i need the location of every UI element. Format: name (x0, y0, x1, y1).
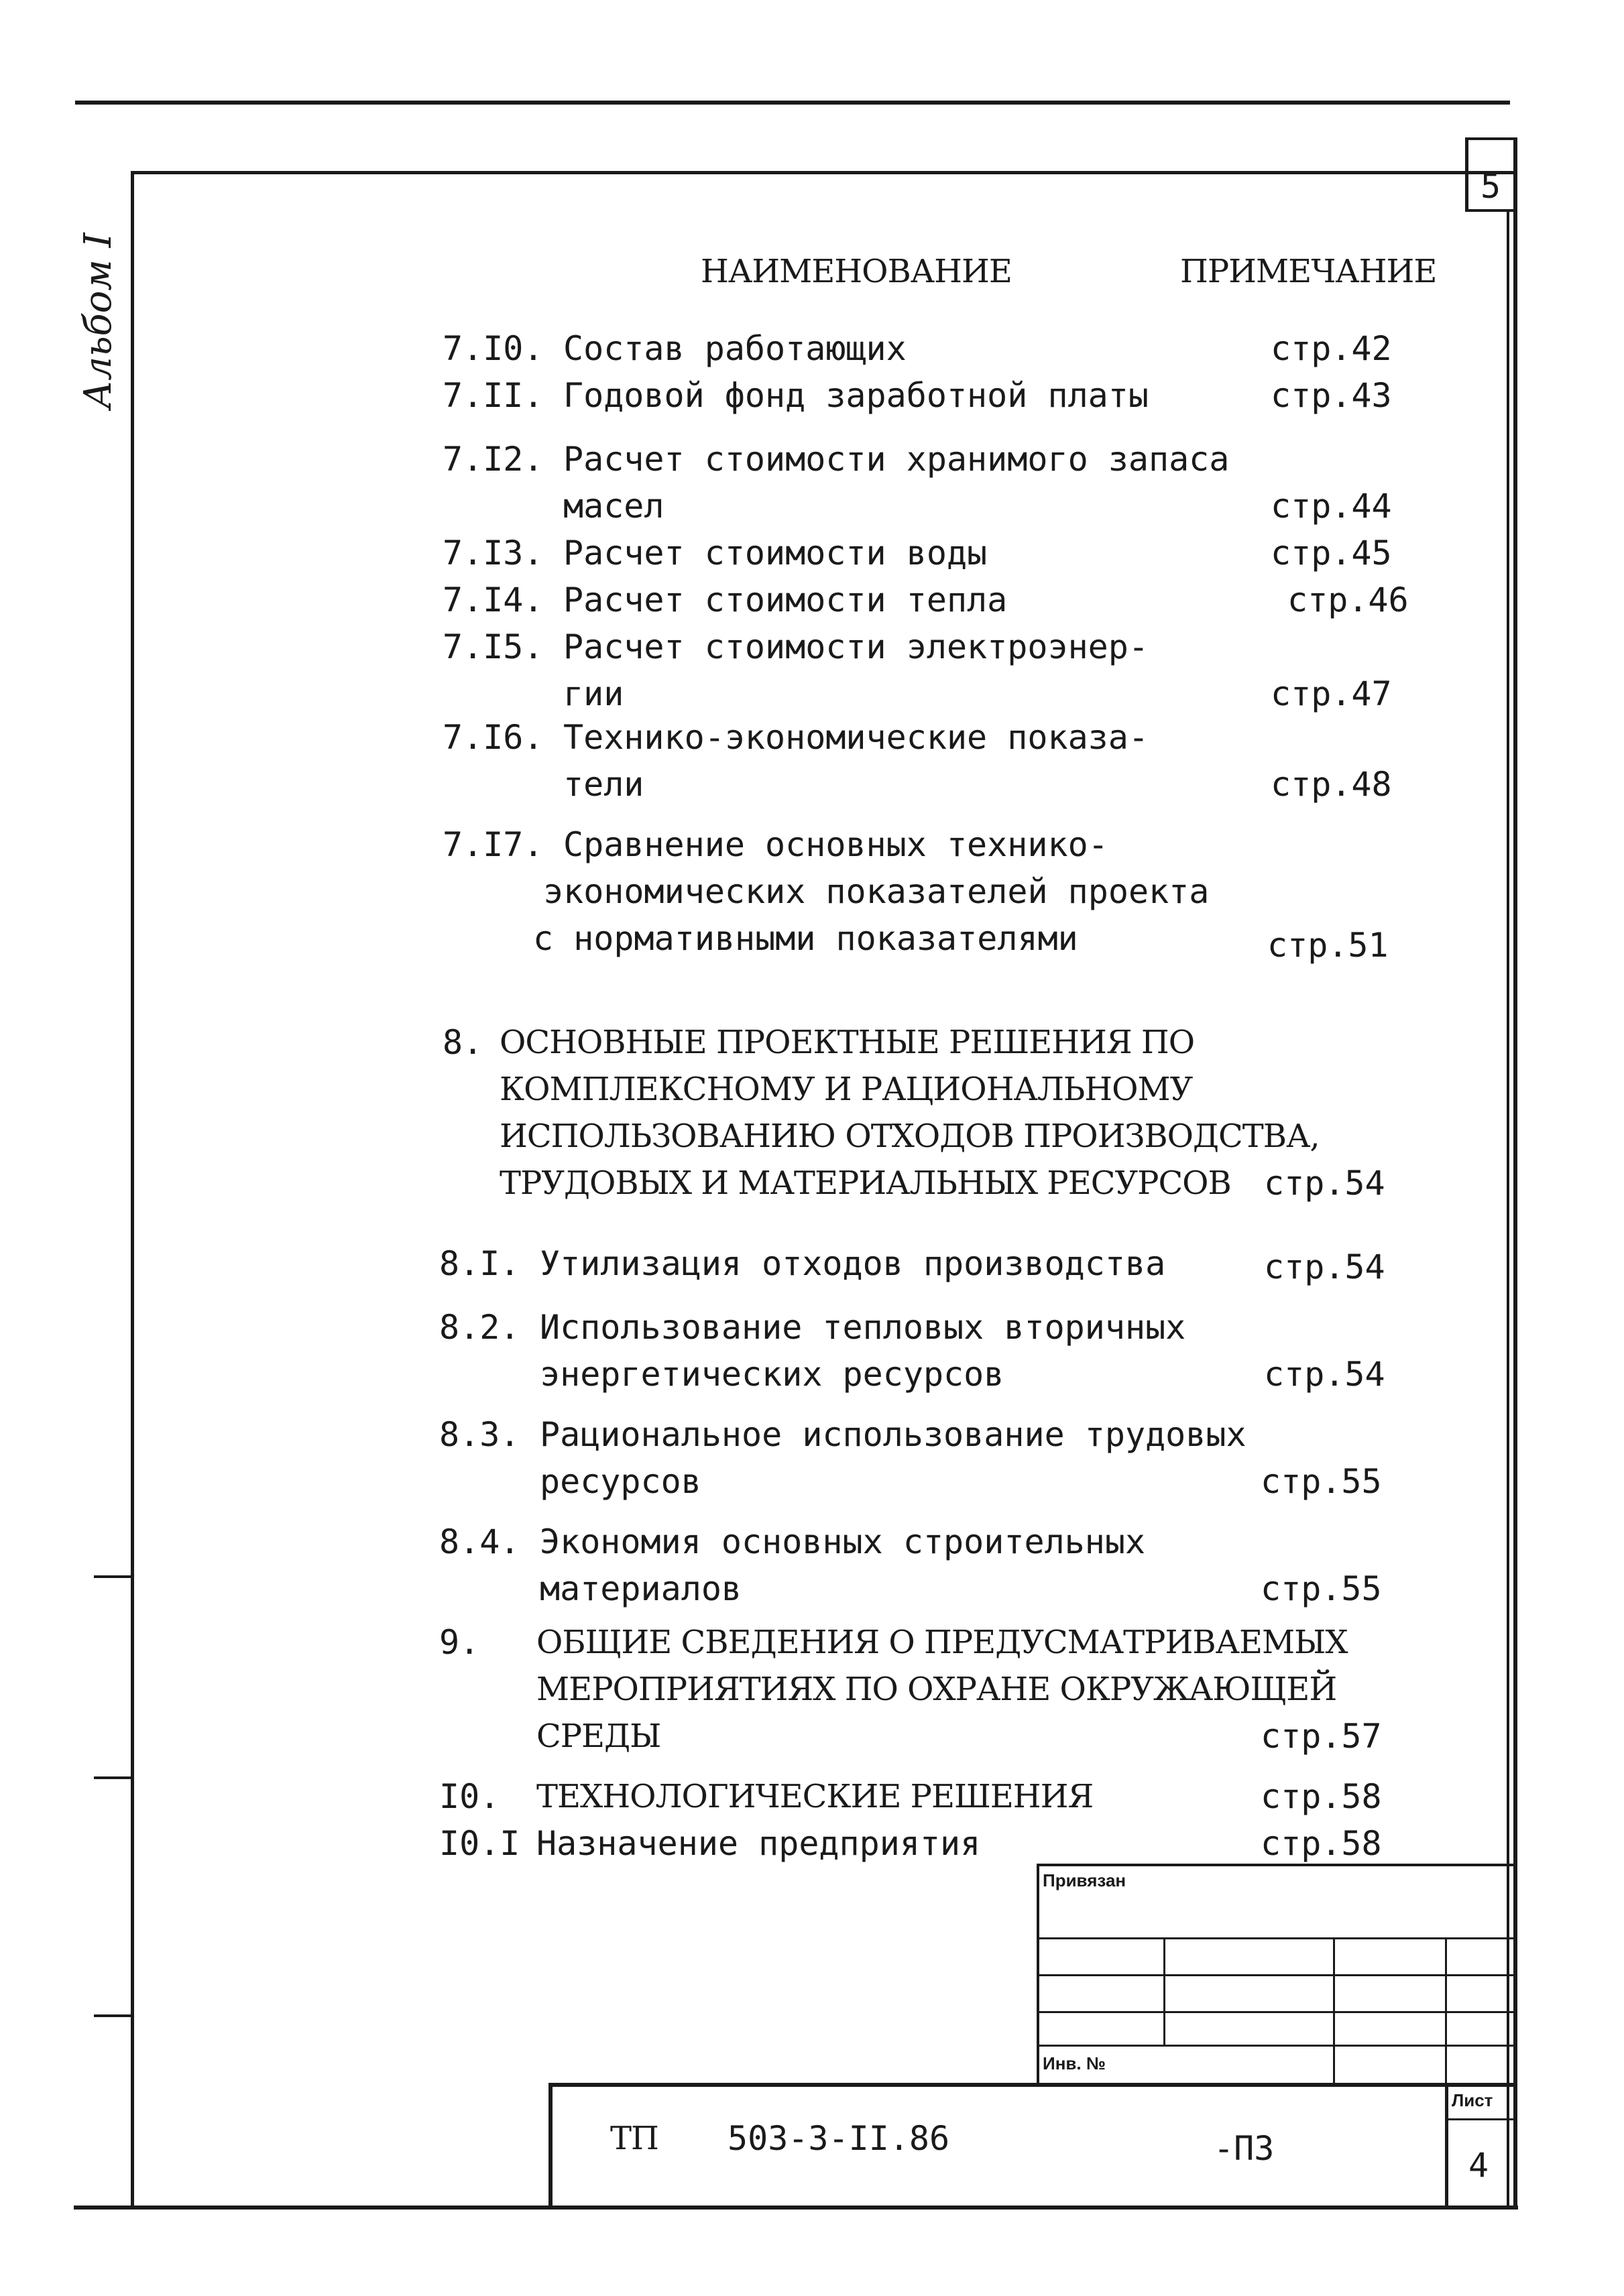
stamp-col (1163, 1937, 1165, 2047)
privyazan-label: Привязан (1043, 1870, 1126, 1890)
document-code: 503-3-II.86 (728, 2119, 950, 2158)
entry-title: Расчет стоимости электроэнер- (563, 627, 1149, 666)
entry-number: I0.I (439, 1824, 520, 1863)
entry-title: Использование тепловых вторичных (540, 1308, 1186, 1347)
entry-number: 8. (443, 1023, 483, 1062)
entry-page: стр.42 (1271, 329, 1392, 368)
entry-page: стр.46 (1287, 581, 1409, 619)
entry-title: Расчет стоимости тепла (563, 581, 1008, 619)
sheet-cell-left (1445, 2083, 1448, 2209)
entry-number: 7.I2. (443, 440, 544, 479)
entry-title: материалов (540, 1569, 742, 1608)
entry-page: стр.54 (1264, 1164, 1385, 1203)
entry-number: I0. (439, 1777, 500, 1816)
sheet-box-bottom (1465, 209, 1517, 212)
entry-page: стр.45 (1271, 534, 1392, 572)
side-label: Альбом I (76, 233, 120, 409)
sheet-cell-divider (1445, 2118, 1515, 2120)
entry-title: Расчет стоимости хранимого запаса (563, 440, 1230, 479)
margin-tick (94, 2014, 133, 2017)
stamp-col (1445, 1937, 1447, 2085)
entry-page: стр.48 (1271, 765, 1392, 804)
entry-number: 8.4. (439, 1522, 520, 1561)
entry-title: тели (563, 765, 644, 804)
top-rule (75, 101, 1510, 105)
sheet-box-top (1465, 137, 1517, 140)
header-note: ПРИМЕЧАНИЕ (1180, 253, 1437, 290)
stamp-row (1038, 2011, 1515, 2013)
entry-number: 8.3. (439, 1415, 520, 1454)
entry-title: с нормативными показателями (533, 919, 1078, 958)
entry-title: Технико-экономические показа- (563, 718, 1149, 757)
stamp-top (1038, 1864, 1515, 1866)
entry-title: ТЕХНОЛОГИЧЕСКИЕ РЕШЕНИЯ (536, 1778, 1094, 1815)
entry-page: стр.55 (1261, 1462, 1382, 1501)
entry-page: стр.43 (1271, 376, 1392, 415)
frame-right-inner (1507, 211, 1509, 2209)
main-stamp-left (548, 2083, 553, 2209)
entry-title: Расчет стоимости воды (563, 534, 988, 572)
entry-page: стр.47 (1271, 674, 1392, 713)
entry-page: стр.55 (1261, 1569, 1382, 1608)
entry-title: ОБЩИЕ СВЕДЕНИЯ О ПРЕДУСМАТРИВАЕМЫХ (536, 1624, 1348, 1661)
section-code: -ПЗ (1214, 2129, 1275, 2168)
entry-title: СРЕДЫ (536, 1717, 661, 1755)
sheet-label: Лист (1452, 2090, 1493, 2110)
entry-number: 7.I0. (443, 329, 544, 368)
entry-title: ресурсов (540, 1462, 701, 1501)
entry-number: 7.I7. (443, 825, 544, 864)
entry-page: стр.54 (1264, 1355, 1385, 1394)
entry-number: 8.I. (439, 1244, 520, 1283)
stamp-row (1038, 1974, 1515, 1976)
entry-number: 7.I3. (443, 534, 544, 572)
entry-title: Годовой фонд заработной платы (563, 376, 1149, 415)
entry-title: ИСПОЛЬЗОВАНИЮ ОТХОДОВ ПРОИЗВОДСТВА, (500, 1117, 1320, 1155)
entry-page: стр.58 (1261, 1824, 1382, 1863)
margin-tick (94, 1575, 133, 1578)
entry-page: стр.44 (1271, 487, 1392, 526)
stamp-row (1038, 2045, 1515, 2047)
entry-page: стр.54 (1264, 1248, 1385, 1286)
sheet-box-left (1465, 137, 1468, 211)
stamp-row (1038, 1937, 1515, 1939)
entry-number: 7.II. (443, 376, 544, 415)
entry-title: КОМПЛЕКСНОМУ И РАЦИОНАЛЬНОМУ (500, 1071, 1193, 1108)
sheet-number-value: 4 (1468, 2146, 1489, 2185)
entry-number: 8.2. (439, 1308, 520, 1347)
entry-title: гии (563, 674, 624, 713)
entry-title: Рациональное использование трудовых (540, 1415, 1246, 1454)
entry-title: Экономия основных строительных (540, 1522, 1146, 1561)
sheet-number: 5 (1481, 167, 1501, 206)
entry-page: стр.58 (1261, 1777, 1382, 1816)
entry-page: стр.51 (1267, 926, 1389, 965)
entry-title: Состав работающих (563, 329, 907, 368)
frame-right (1513, 137, 1517, 2209)
inv-no-label: Инв. № (1043, 2053, 1106, 2073)
entry-title: экономических показателей проекта (543, 872, 1210, 911)
entry-title: масел (563, 487, 664, 526)
entry-number: 7.I6. (443, 718, 544, 757)
entry-number: 7.I5. (443, 627, 544, 666)
entry-title: Сравнение основных технико- (563, 825, 1108, 864)
entry-number: 9. (439, 1623, 480, 1662)
entry-title: МЕРОПРИЯТИЯХ ПО ОХРАНЕ ОКРУЖАЮЩЕЙ (536, 1671, 1337, 1708)
frame-bottom (74, 2206, 1518, 2210)
series-label: ТП (610, 2120, 658, 2157)
header-name: НАИМЕНОВАНИЕ (701, 253, 1012, 290)
frame-top (133, 171, 1515, 174)
entry-page: стр.57 (1261, 1717, 1382, 1756)
entry-title: Утилизация отходов производства (540, 1244, 1166, 1283)
stamp-col (1333, 1937, 1335, 2085)
main-stamp-top (550, 2083, 1515, 2087)
entry-title: Назначение предприятия (536, 1824, 981, 1863)
margin-tick (94, 1776, 133, 1779)
entry-title: ОСНОВНЫЕ ПРОЕКТНЫЕ РЕШЕНИЯ ПО (500, 1024, 1195, 1061)
entry-title: ТРУДОВЫХ И МАТЕРИАЛЬНЫХ РЕСУРСОВ (500, 1164, 1231, 1202)
entry-number: 7.I4. (443, 581, 544, 619)
frame-left (131, 171, 134, 2209)
entry-title: энергетических ресурсов (540, 1355, 1004, 1394)
